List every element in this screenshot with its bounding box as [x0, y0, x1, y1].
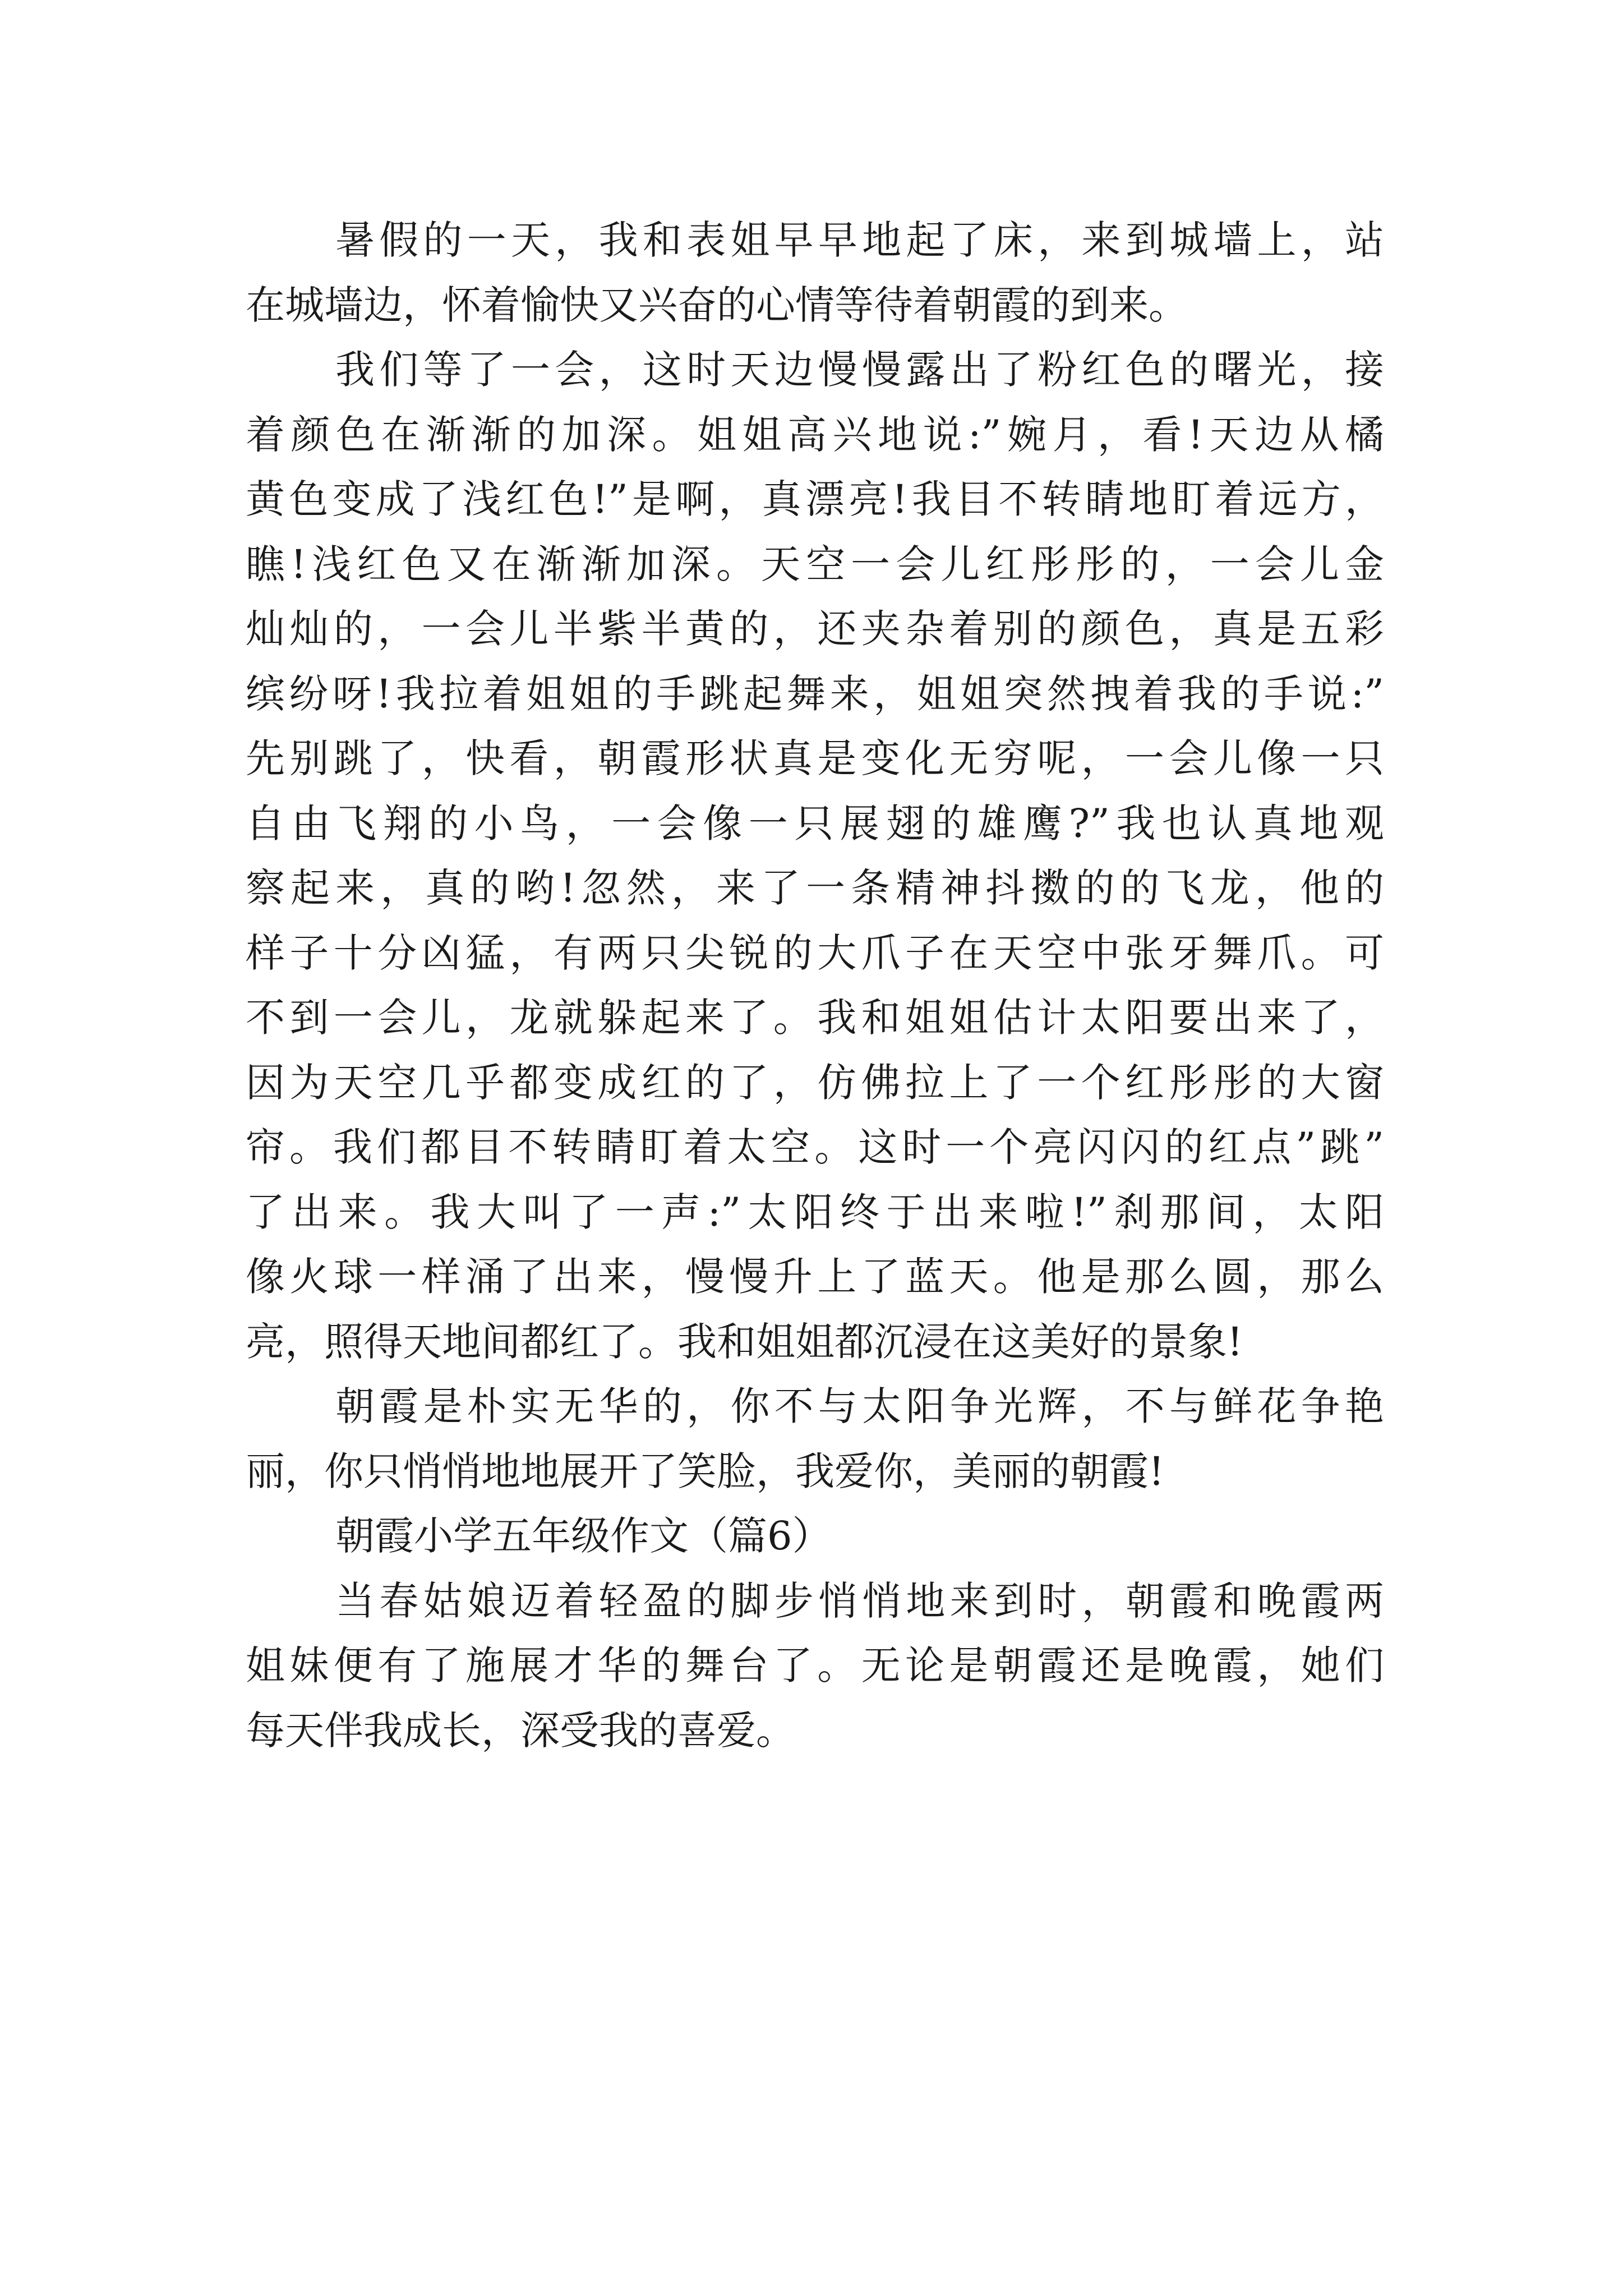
paragraph-2-line-16: 亮，照得天地间都红了。我和姐姐都沉浸在这美好的景象! — [246, 1318, 1243, 1365]
paragraph-1-line-2: 在城墙边，怀着愉快又兴奋的心情等待着朝霞的到来。 — [246, 282, 1188, 328]
paragraph-2-line-2: 着颜色在渐渐的加深。姐姐高兴地说:”婉月，看!天边从橘 — [246, 411, 1384, 458]
paragraph-2-line-4: 瞧!浅红色又在渐渐加深。天空一会儿红彤彤的，一会儿金 — [246, 541, 1384, 587]
paragraph-2-line-11: 不到一会儿，龙就躲起来了。我和姐姐估计太阳要出来了， — [246, 995, 1384, 1041]
paragraph-1-line-1: 暑假的一天，我和表姐早早地起了床，来到城墙上，站 — [335, 217, 1384, 263]
paragraph-2-line-1: 我们等了一会，这时天边慢慢露出了粉红色的曙光，接 — [335, 347, 1384, 393]
paragraph-3-line-1: 朝霞是朴实无华的，你不与太阳争光辉，不与鲜花争艳 — [335, 1383, 1384, 1429]
paragraph-4-line-3: 每天伴我成长，深受我的喜爱。 — [246, 1707, 795, 1754]
paragraph-2-line-13: 帘。我们都目不转睛盯着太空。这时一个亮闪闪的红点”跳” — [246, 1124, 1384, 1170]
paragraph-3-line-2: 丽，你只悄悄地地展开了笑脸，我爱你，美丽的朝霞! — [246, 1448, 1165, 1494]
paragraph-4-line-1: 当春姑娘迈着轻盈的脚步悄悄地来到时，朝霞和晚霞两 — [335, 1577, 1384, 1624]
section-heading: 朝霞小学五年级作文（篇6） — [335, 1513, 832, 1559]
paragraph-2-line-7: 先别跳了，快看，朝霞形状真是变化无穷呢，一会儿像一只 — [246, 735, 1384, 781]
paragraph-2-line-10: 样子十分凶猛，有两只尖锐的大爪子在天空中张牙舞爪。可 — [246, 930, 1384, 976]
paragraph-2-line-3: 黄色变成了浅红色!”是啊，真漂亮!我目不转睛地盯着远方， — [246, 476, 1384, 522]
paragraph-2-line-8: 自由飞翔的小鸟，一会像一只展翅的雄鹰?”我也认真地观 — [246, 800, 1384, 846]
paragraph-2-line-14: 了出来。我大叫了一声:”太阳终于出来啦!”刹那间，太阳 — [246, 1189, 1384, 1235]
essay-text — [246, 208, 1384, 1763]
paragraph-2-line-6: 缤纷呀!我拉着姐姐的手跳起舞来，姐姐突然拽着我的手说:” — [246, 670, 1384, 717]
paragraph-4-line-2: 姐妹便有了施展才华的舞台了。无论是朝霞还是晚霞，她们 — [246, 1642, 1384, 1688]
paragraph-2-line-9: 察起来，真的哟!忽然，来了一条精神抖擞的的飞龙，他的 — [246, 865, 1384, 911]
paragraph-2-line-5: 灿灿的，一会儿半紫半黄的，还夹杂着别的颜色，真是五彩 — [246, 606, 1384, 652]
paragraph-2-line-12: 因为天空几乎都变成红的了，仿佛拉上了一个红彤彤的大窗 — [246, 1059, 1384, 1106]
paragraph-2-line-15: 像火球一样涌了出来，慢慢升上了蓝天。他是那么圆，那么 — [246, 1254, 1384, 1300]
